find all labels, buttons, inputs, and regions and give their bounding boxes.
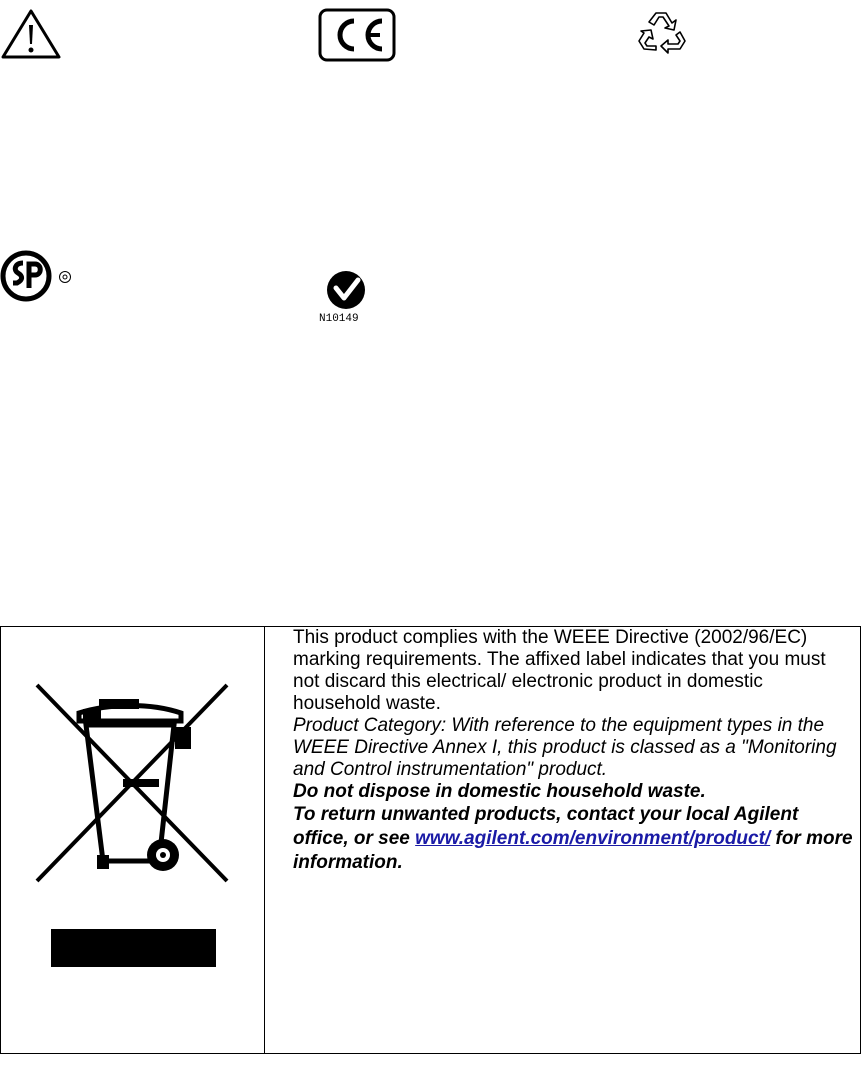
product-category-paragraph: Product Category: With reference to the equipment types in the WEEE Directive Annex I, this product is classed as a "Monitoring and Control instrumentation" product. xyxy=(293,715,837,780)
c-tick-mark-icon xyxy=(318,270,378,318)
weee-compliance-paragraph: This product complies with the WEEE Directive (2002/96/EC) marking requirements. The affixed label indicates that you must not discard this electrical/ electronic product in domestic household waste. xyxy=(293,627,826,714)
table-divider xyxy=(264,627,265,1053)
recycle-icon xyxy=(636,8,688,54)
return-text-before: To return unwanted products, contact your local Agilent office, or see xyxy=(293,804,799,849)
ce-mark-icon xyxy=(318,8,396,62)
weee-text-cell xyxy=(293,627,853,875)
c-tick-code: N10149 xyxy=(319,313,359,325)
environment-product-link[interactable]: www.agilent.com/environment/product/ xyxy=(415,828,771,849)
return-text-after: for more information. xyxy=(293,828,853,873)
warning-triangle-icon xyxy=(0,8,62,60)
csa-mark-icon xyxy=(0,248,52,304)
do-not-dispose-paragraph: Do not dispose in domestic household waste. xyxy=(293,781,706,802)
weee-notice-table xyxy=(0,626,861,1054)
return-products-paragraph xyxy=(293,803,853,875)
weee-black-bar xyxy=(51,929,216,967)
crossed-out-wheelie-bin-icon xyxy=(31,683,231,895)
registered-mark-icon xyxy=(58,270,72,284)
